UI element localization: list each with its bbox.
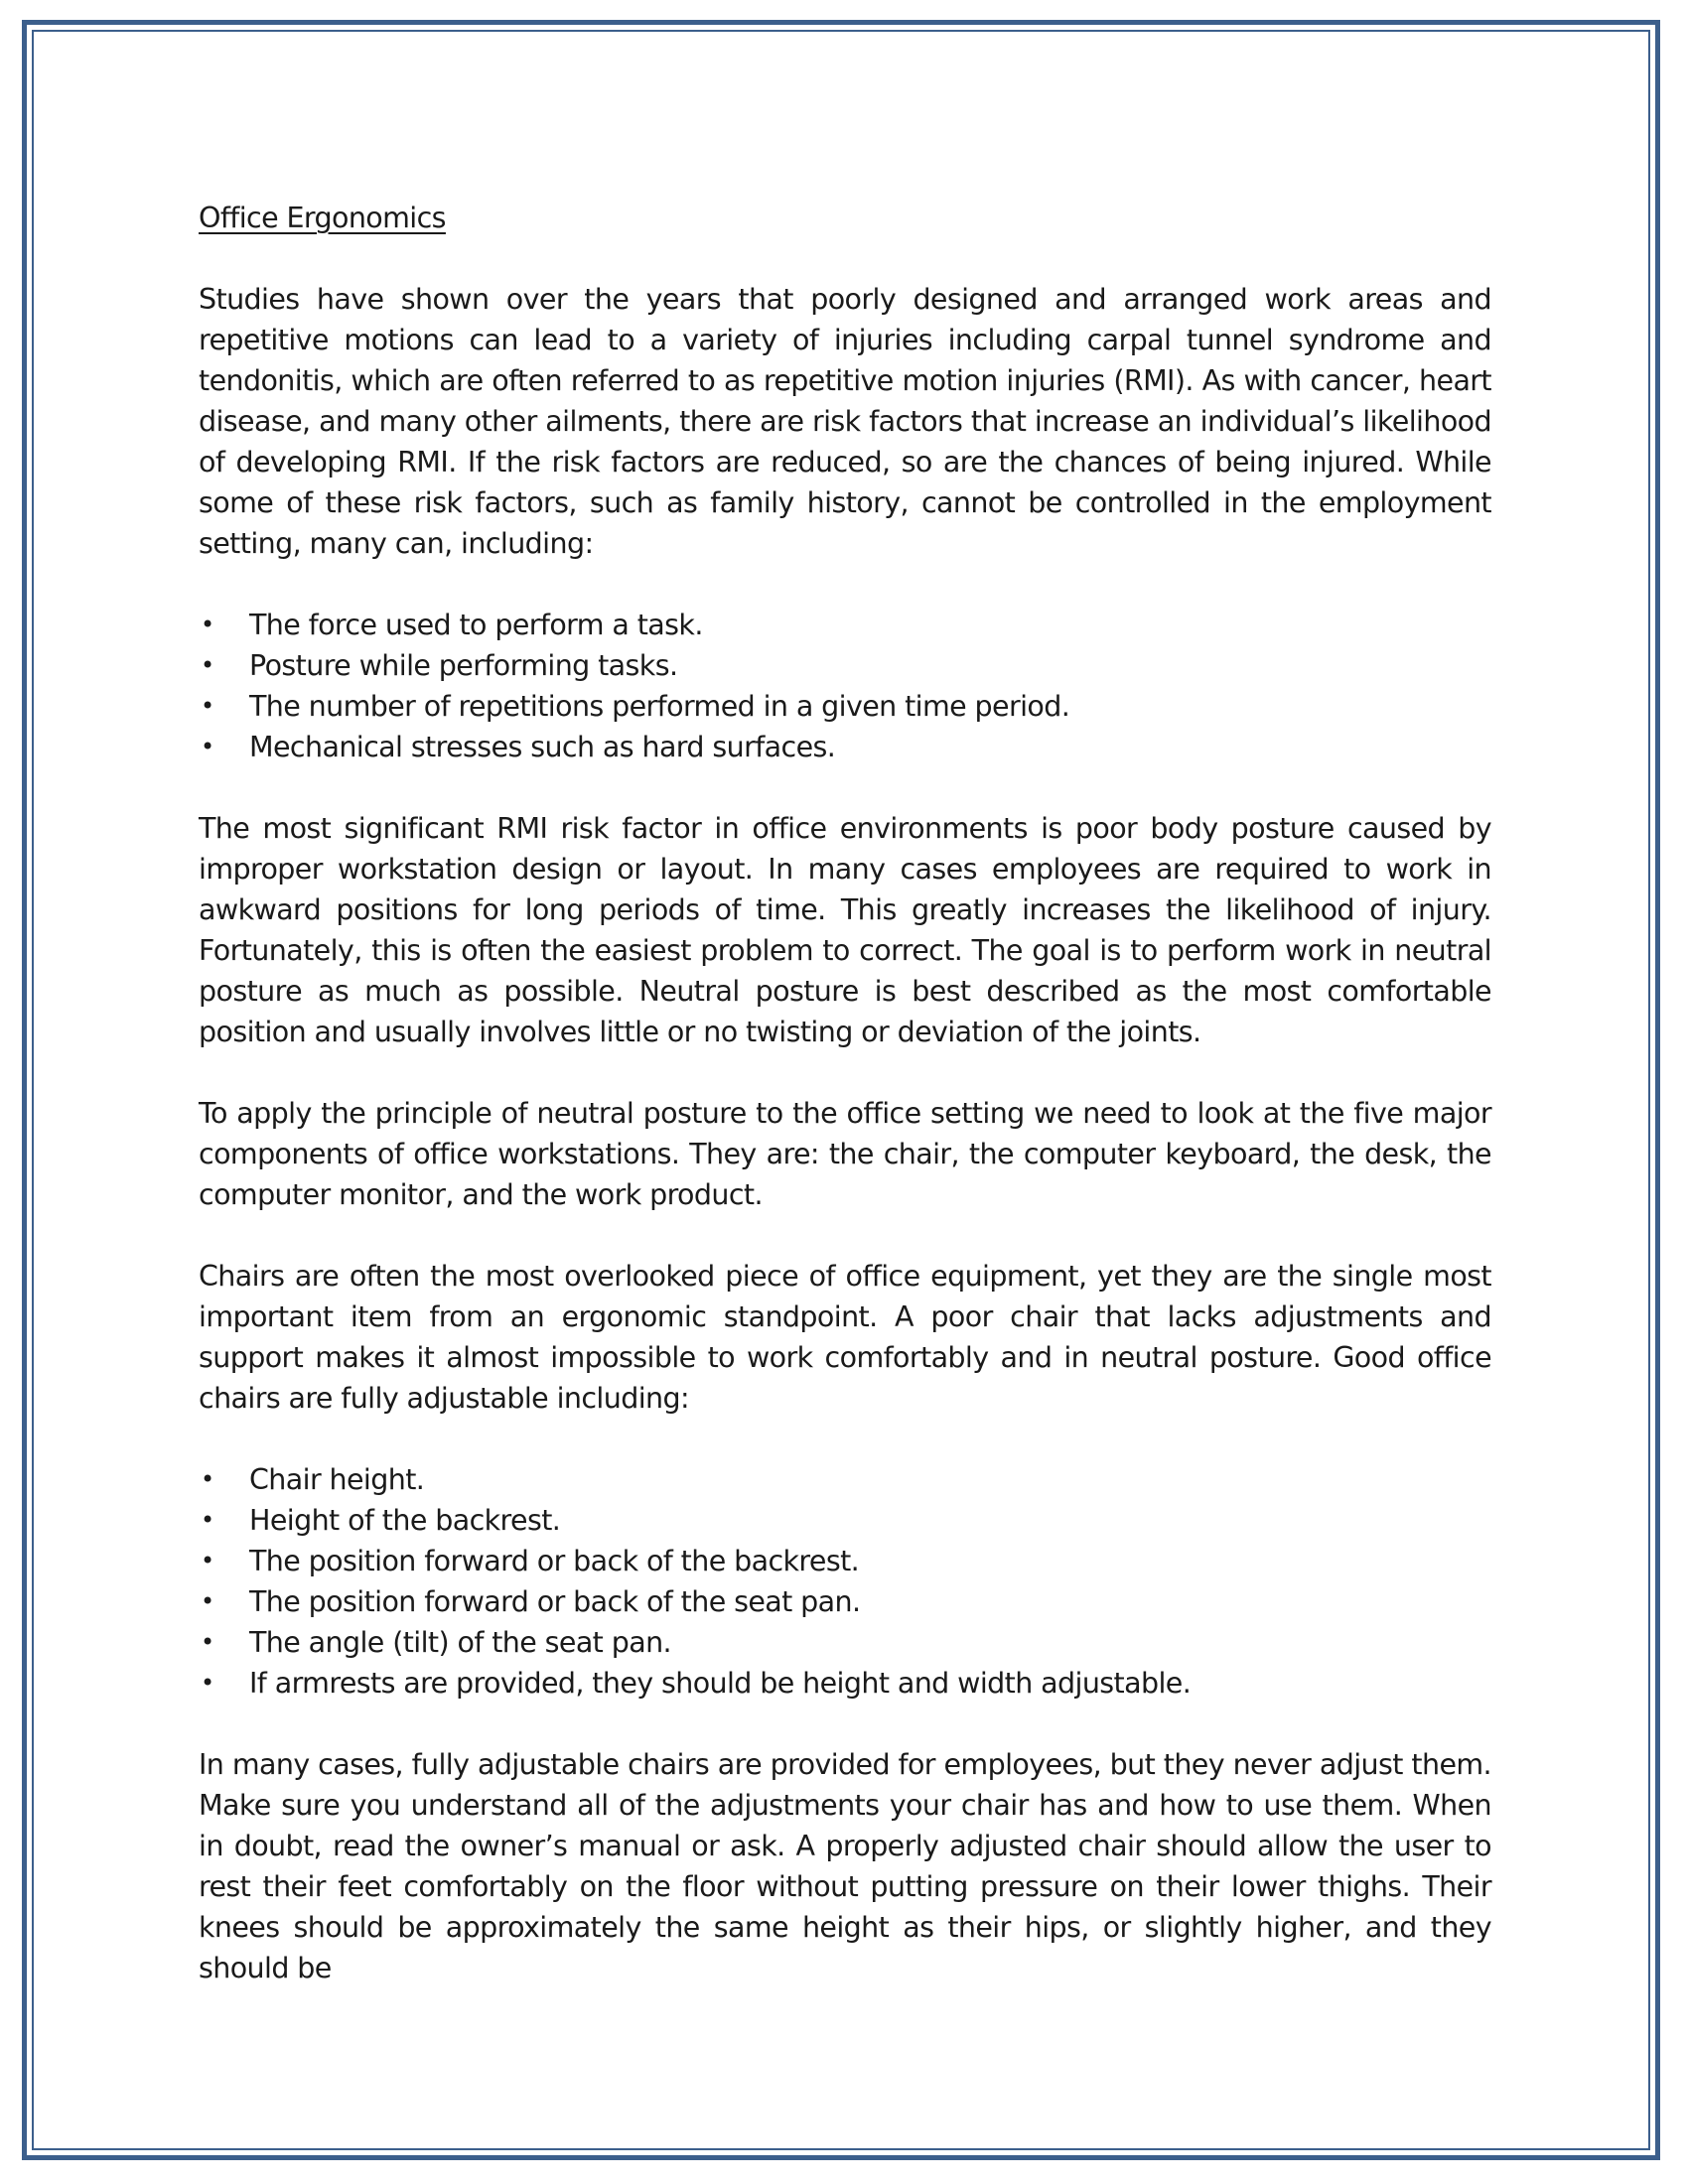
document-title: Office Ergonomics (199, 202, 446, 234)
list-item (199, 727, 1491, 767)
list-item-text: The position forward or back of the seat pan. (249, 1585, 861, 1618)
list-item-text: Chair height. (249, 1463, 425, 1496)
list-item (199, 1663, 1491, 1704)
list-item (199, 1581, 1491, 1622)
bullet-icon: • (201, 1465, 214, 1493)
list-item-text: The position forward or back of the backrest. (249, 1545, 860, 1577)
list-item-text: Posture while performing tasks. (249, 649, 678, 682)
bullet-icon: • (201, 692, 214, 720)
list-item-text: If armrests are provided, they should be height and width adjustable. (249, 1667, 1192, 1700)
bullet-icon: • (201, 651, 214, 679)
bullet-icon: • (201, 611, 214, 638)
list-item (199, 605, 1491, 645)
list-item (199, 645, 1491, 686)
list-item (199, 1541, 1491, 1581)
bullet-icon: • (201, 733, 214, 760)
bullet-icon: • (201, 1506, 214, 1534)
paragraph-posture: The most significant RMI risk factor in office environments is poor body posture caused by improper workstation design or layout. In many cases employees are required to work in awkward positions for long periods of time. This greatly increases the likelihood of injury. Fortunately, this is often the easiest problem to correct. The goal is to perform work in neutral posture as much as possible. Neutral posture is best described as the most comfortable position and usually involves little or no twisting or deviation of the joints. (199, 812, 1491, 1048)
bullet-icon: • (201, 1587, 214, 1615)
bullet-icon: • (201, 1628, 214, 1656)
bullet-icon: • (201, 1547, 214, 1574)
bullet-icon: • (201, 1669, 214, 1697)
paragraph-components: To apply the principle of neutral posture to the office setting we need to look at the five major components of office workstations. They are: the chair, the computer keyboard, the desk, the computer monitor, and the work product. (199, 1097, 1491, 1211)
paragraph-intro: Studies have shown over the years that poorly designed and arranged work areas and repetitive motions can lead to a variety of injuries including carpal tunnel syndrome and tendonitis, which are often referred to as repetitive motion injuries (RMI). As with cancer, heart disease, and many other ailments, there are risk factors that increase an individual’s likelihood of developing RMI. If the risk factors are reduced, so are the chances of being injured. While some of these risk factors, such as family history, cannot be controlled in the employment setting, many can, including: (199, 283, 1491, 560)
chair-adjustment-list (199, 1459, 1491, 1704)
list-item-text: The angle (tilt) of the seat pan. (249, 1626, 671, 1659)
list-item-text: The number of repetitions performed in a given time period. (249, 690, 1070, 723)
list-item (199, 1500, 1491, 1541)
list-item-text: The force used to perform a task. (249, 609, 703, 641)
risk-factor-list (199, 605, 1491, 767)
document-body (199, 198, 1491, 1988)
list-item-text: Height of the backrest. (249, 1504, 561, 1537)
list-item (199, 686, 1491, 727)
paragraph-chair-adjust: In many cases, fully adjustable chairs are provided for employees, but they never adjust them. Make sure you understand all of the adjustments your chair has and how to use them. When in doubt, read the owner’s manual or ask. A properly adjusted chair should allow the user to rest their feet comfortably on the floor without putting pressure on their lower thighs. Their knees should be approximately the same height as their hips, or slightly higher, and they should be (199, 1748, 1491, 1984)
list-item-text: Mechanical stresses such as hard surfaces. (249, 731, 836, 763)
paragraph-chairs: Chairs are often the most overlooked piece of office equipment, yet they are the single most important item from an ergonomic standpoint. A poor chair that lacks adjustments and support makes it almost impossible to work comfortably and in neutral posture. Good office chairs are fully adjustable including: (199, 1260, 1491, 1415)
list-item (199, 1459, 1491, 1500)
list-item (199, 1622, 1491, 1663)
